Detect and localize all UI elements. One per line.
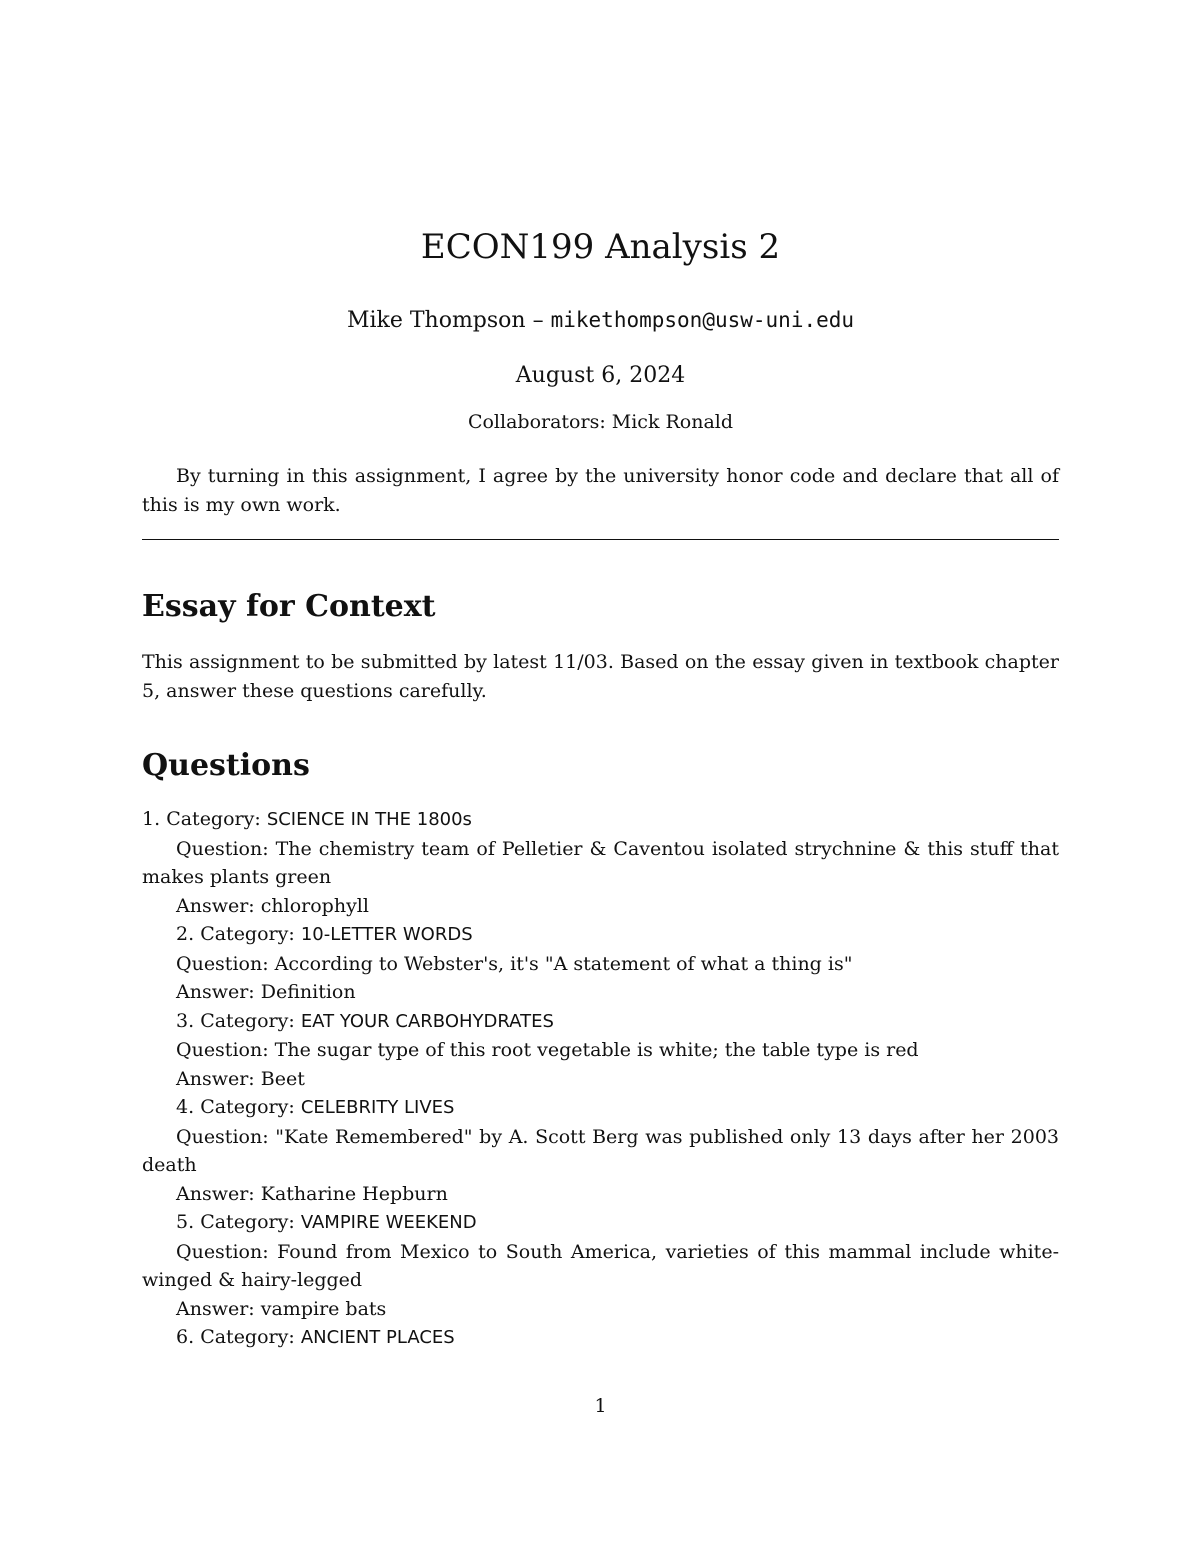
question-category-line [142, 805, 1059, 835]
question-value: "Kate Remembered" by A. Scott Berg was published only 13 days after her 2003 death [142, 1125, 1060, 1176]
question-value: According to Webster's, it's "A statement of what a thing is" [274, 952, 853, 975]
question-category-line [142, 920, 1059, 950]
category-prefix: Category: [200, 1096, 295, 1118]
question-text-line [142, 950, 1059, 979]
category-prefix: Category: [200, 1326, 295, 1348]
question-number: 4. [176, 1096, 195, 1118]
essay-section-heading: Essay for Context [142, 589, 436, 624]
question-value: The sugar type of this root vegetable is white; the table type is red [274, 1039, 919, 1061]
question-text-line [142, 1238, 1059, 1295]
questions-list [142, 805, 1059, 1353]
essay-section-text: This assignment to be submitted by latest 11/03. Based on the essay given in textbook chapter 5, answer these questions carefully. [142, 651, 1059, 702]
page-number: 1 [594, 1395, 607, 1417]
answer-prefix: Answer: [176, 894, 255, 917]
document-page [142, 0, 1059, 1553]
category-value: CELEBRITY LIVES [300, 1097, 455, 1118]
honor-statement: By turning in this assignment, I agree by the university honor code and declare that all of this is my own work. [142, 465, 1059, 516]
author-separator: – [532, 308, 544, 333]
answer-value: Beet [260, 1067, 305, 1090]
category-prefix: Category: [166, 808, 261, 830]
question-text-line [142, 1036, 1059, 1065]
answer-prefix: Answer: [176, 981, 255, 1003]
question-number: 1. [142, 808, 161, 830]
question-value: Found from Mexico to South America, varieties of this mammal include white-winged & hairy-legged [142, 1240, 1059, 1291]
answer-prefix: Answer: [176, 1297, 255, 1320]
answer-value: Definition [260, 981, 356, 1003]
answer-line [142, 1065, 1059, 1094]
question-prefix: Question: [176, 952, 269, 975]
category-value: SCIENCE IN THE 1800s [266, 809, 472, 830]
document-title: ECON199 Analysis 2 [420, 227, 781, 267]
answer-prefix: Answer: [176, 1067, 255, 1090]
category-prefix: Category: [200, 923, 295, 945]
answer-prefix: Answer: [176, 1182, 255, 1205]
answer-line [142, 978, 1059, 1007]
author-email: mikethompson@usw-uni.edu [550, 308, 855, 332]
author-name: Mike Thompson [346, 308, 526, 333]
question-category-line [142, 1323, 1059, 1353]
question-prefix: Question: [176, 837, 269, 860]
answer-value: Katharine Hepburn [260, 1182, 448, 1205]
category-value: 10-LETTER WORDS [300, 924, 473, 945]
category-value: ANCIENT PLACES [300, 1327, 455, 1348]
question-prefix: Question: [176, 1240, 269, 1263]
question-prefix: Question: [176, 1039, 269, 1061]
answer-value: chlorophyll [260, 894, 369, 917]
answer-value: vampire bats [260, 1297, 387, 1320]
collaborators-line: Collaborators: Mick Ronald [467, 411, 734, 433]
author-line [142, 304, 1059, 337]
category-value: VAMPIRE WEEKEND [300, 1212, 477, 1233]
question-text-line [142, 835, 1059, 892]
question-category-line [142, 1208, 1059, 1238]
question-category-line [142, 1007, 1059, 1037]
category-prefix: Category: [200, 1211, 295, 1233]
question-value: The chemistry team of Pelletier & Caventou isolated strychnine & this stuff that makes plants green [142, 837, 1060, 888]
question-number: 2. [176, 923, 195, 945]
answer-line [142, 1180, 1059, 1209]
horizontal-divider [142, 539, 1059, 540]
answer-line [142, 892, 1059, 921]
question-text-line [142, 1123, 1059, 1180]
document-date: August 6, 2024 [515, 363, 686, 388]
question-number: 5. [176, 1211, 195, 1233]
question-prefix: Question: [176, 1125, 269, 1148]
question-category-line [142, 1093, 1059, 1123]
question-number: 3. [176, 1009, 195, 1032]
question-number: 6. [176, 1326, 195, 1348]
category-prefix: Category: [200, 1009, 295, 1032]
category-value: EAT YOUR CARBOHYDRATES [300, 1010, 554, 1032]
questions-section-heading: Questions [142, 748, 310, 783]
answer-line [142, 1295, 1059, 1324]
